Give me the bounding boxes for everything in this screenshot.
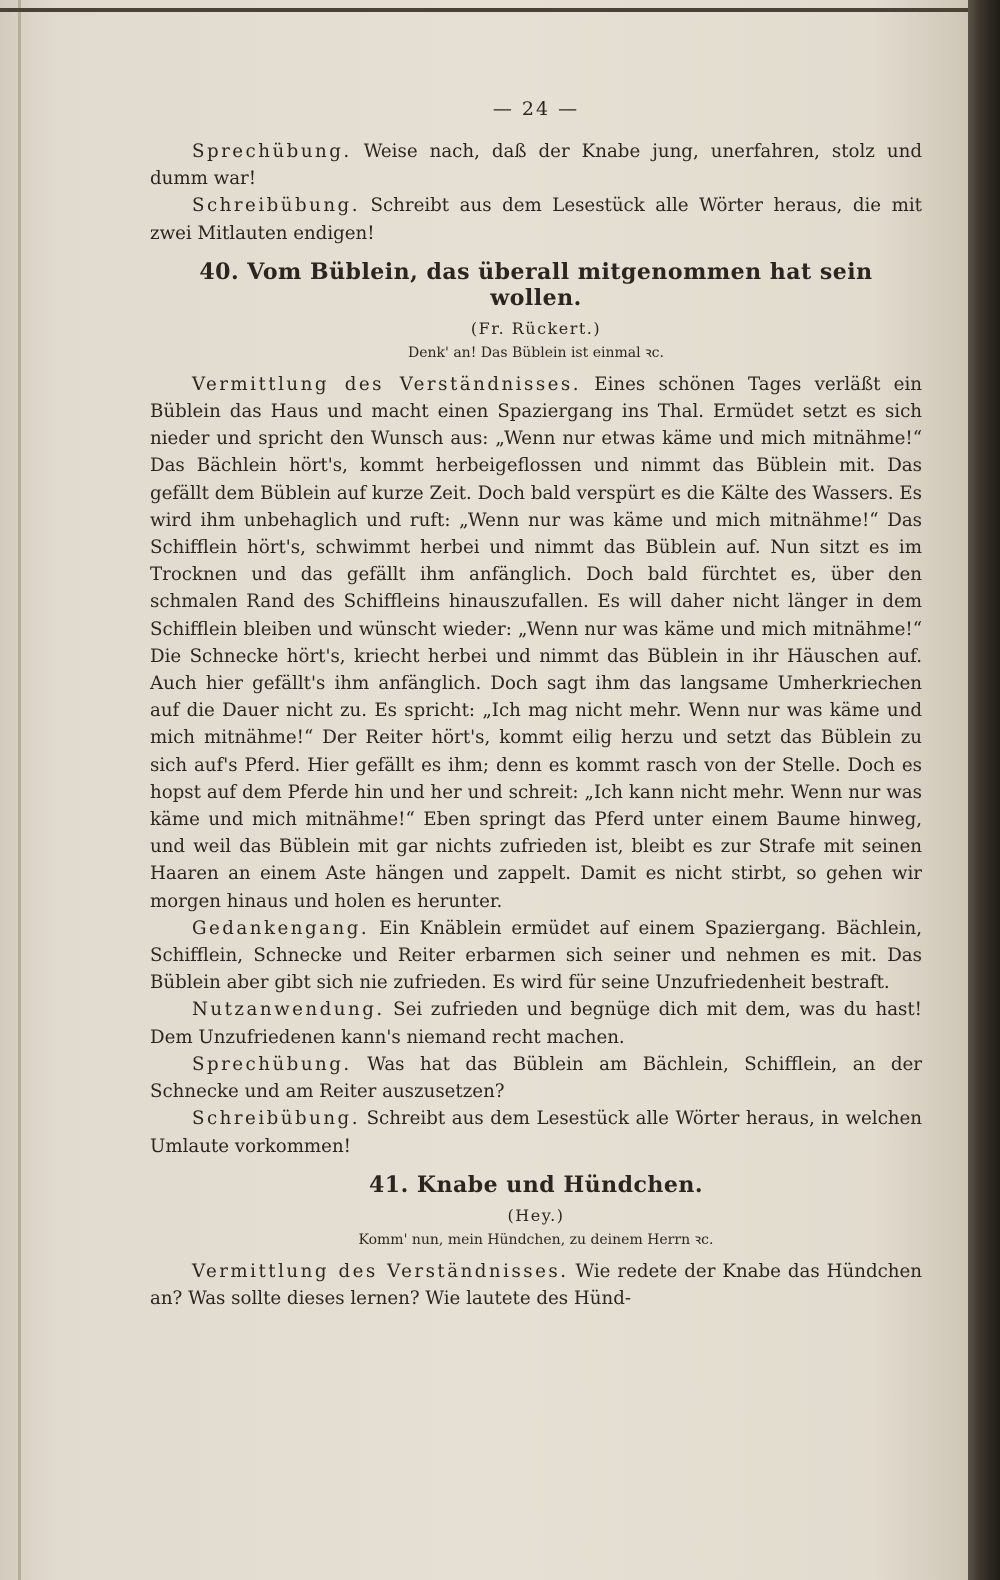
page-content (150, 98, 922, 1312)
section-40-gedankengang-paragraph (150, 915, 922, 997)
section-40-speech-label: Sprechübung. (192, 1053, 352, 1075)
nutzanwendung-text: Sei zufrieden und begnüge dich mit dem, was du hast! Dem Unzufriedenen kann's niemand recht machen. (150, 999, 922, 1048)
page-number: — 24 — (492, 98, 580, 120)
section-40-author: (Fr. Rückert.) (470, 318, 602, 338)
gedankengang-label: Gedankengang. (192, 917, 370, 939)
section-41-author: (Hey.) (507, 1205, 565, 1225)
section-41-vermittlung-label: Vermittlung des Verständnisses. (192, 1260, 569, 1282)
writing-exercise-label: Schreibübung. (192, 195, 360, 217)
speech-exercise-paragraph (150, 138, 922, 192)
section-41-first-line: Komm' nun, mein Hündchen, zu deinem Herrn ꝛc. (358, 1231, 714, 1248)
section-40-speech-text: Was hat das Büblein am Bächlein, Schifflein, an der Schnecke und am Reiter auszusetzen? (150, 1053, 922, 1103)
section-40-speech-paragraph (150, 1051, 922, 1105)
speech-exercise-text: Weise nach, daß der Knabe jung, unerfahren, stolz und dumm war! (150, 141, 922, 190)
section-40-nutzanwendung-paragraph (150, 996, 922, 1050)
writing-exercise-paragraph (150, 192, 922, 246)
section-40-writing-text: Schreibt aus dem Lesestück alle Wörter heraus, in welchen Umlaute vorkommen! (150, 1108, 922, 1157)
nutzanwendung-label: Nutzanwendung. (192, 999, 385, 1021)
vermittlung-text: Eines schönen Tages verläßt ein Büblein das Haus und macht einen Spaziergang ins Thal. Ermüdet setzt es sich nieder und spricht den Wunsch aus: „Wenn nur etwas käme und mich mitnähme!“ Das Bächlein hört's, kommt herbeigeflossen und nimmt das Büblein mit. Das gefällt dem Büblein auf kurze Zeit. Doch bald verspürt es die Kälte des Wassers. Es wird ihm unbehaglich und ruft: „Wenn nur was käme und mich mitnähme!“ Das Schifflein hört's, schwimmt herbei und nimmt das Büblein auf. Nun sitzt es im Trocknen und das gefällt ihm anfänglich. Doch bald fürchtet es, über den schmalen Rand des Schiffleins hinauszufallen. Es will daher nicht länger in dem Schifflein bleiben und wünscht wieder: „Wenn nur was käme und mich mitnähme!“ Die Schnecke hört's, kriecht herbei und nimmt das Büblein in ihr Häuschen auf. Auch hier gefällt's ihm anfänglich. Doch sagt ihm das langsame Umherkriechen auf die Dauer nicht zu. Es spricht: „Ich mag nicht mehr. Wenn nur was käme und mich mitnähme!“ Der Reiter hört's, kommt eilig herzu und setzt das Büblein zu sich auf's Pferd. Hier gefällt es ihm; denn es kommt rasch von der Stelle. Doch es hopst auf dem Pferde hin und her und schreit: „Ich kann nicht mehr. Wenn nur was käme und mich mitnähme!“ Eben springt das Pferd unter einem Baume hinweg, und weil das Büblein mit gar nichts zufrieden ist, bleibt es zur Strafe mit seinen Haaren an einem Aste hängen und zappelt. Damit es nicht stirbt, so gehen wir morgen hinaus und holen es herunter. (150, 373, 922, 912)
gedankengang-text: Ein Knäblein ermüdet auf einem Spaziergang. Bächlein, Schifflein, Schnecke und Reiter erbarmen sich seiner und nehmen es mit. Das Büblein aber gibt sich nie zufrieden. Es wird für seine Unzufriedenheit bestraft. (150, 917, 922, 994)
section-41-vermittlung-paragraph (150, 1258, 922, 1312)
section-40-writing-paragraph (150, 1105, 922, 1159)
vermittlung-label: Vermittlung des Verständnisses. (192, 373, 582, 395)
section-40-writing-label: Schreibübung. (192, 1108, 360, 1130)
section-40-first-line: Denk' an! Das Büblein ist einmal ꝛc. (408, 344, 664, 361)
book-binding-edge (968, 0, 1000, 1580)
speech-exercise-label: Sprechübung. (192, 141, 352, 162)
section-40-title: 40. Vom Büblein, das überall mitgenommen hat sein wollen. (199, 258, 873, 311)
section-41-vermittlung-text: Wie redete der Knabe das Hündchen an? Was sollte dieses lernen? Wie lautete des Hünd- (150, 1260, 922, 1309)
writing-exercise-text: Schreibt aus dem Lesestück alle Wörter heraus, die mit zwei Mitlauten endigen! (150, 195, 922, 244)
section-41-title: 41. Knabe und Hündchen. (368, 1171, 704, 1198)
section-40-vermittlung-paragraph (150, 371, 922, 915)
